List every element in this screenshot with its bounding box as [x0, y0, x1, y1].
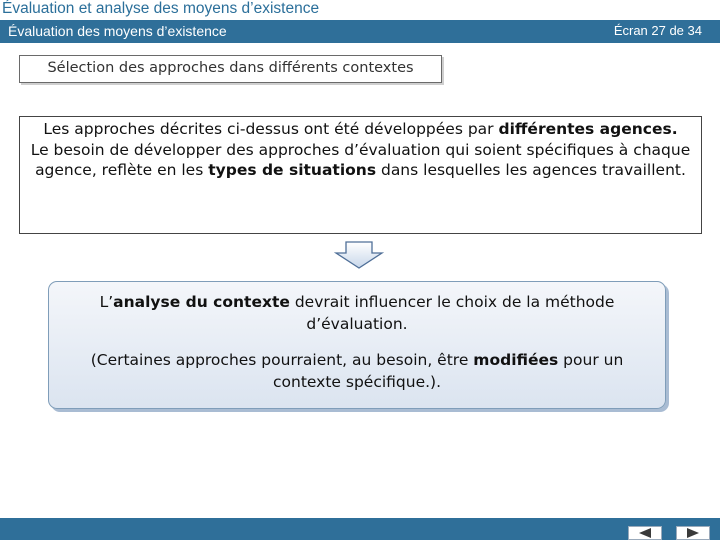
header-bar	[0, 20, 720, 43]
screen-counter: Écran 27 de 34	[613, 23, 702, 38]
main-text-box	[19, 116, 702, 234]
module-title: Évaluation des moyens d’existence	[8, 23, 227, 39]
app-title: Évaluation et analyse des moyens d’existence	[0, 0, 720, 20]
context-callout	[48, 281, 666, 409]
footer-bar	[0, 518, 720, 540]
triangle-left-icon	[638, 528, 652, 538]
next-button[interactable]	[676, 526, 710, 540]
callout-paragraph-1: L’analyse du contexte devrait influencer le choix de la méthode d’évaluation.	[99, 293, 615, 333]
down-arrow-icon	[334, 241, 384, 269]
main-paragraph-1: Les approches décrites ci-dessus ont été développées par différentes agences.	[43, 120, 678, 138]
previous-button[interactable]	[628, 526, 662, 540]
section-title: Sélection des approches dans différents contextes	[19, 55, 442, 83]
triangle-right-icon	[686, 528, 700, 538]
main-paragraph-2: Le besoin de développer des approches d’évaluation qui soient spécifiques à chaque agence, reflète en les types de situations dans lesquelles les agences travaillent.	[30, 140, 691, 179]
callout-paragraph-2: (Certaines approches pourraient, au besoin, être modifiées pour un contexte spécifique.).	[90, 351, 624, 391]
